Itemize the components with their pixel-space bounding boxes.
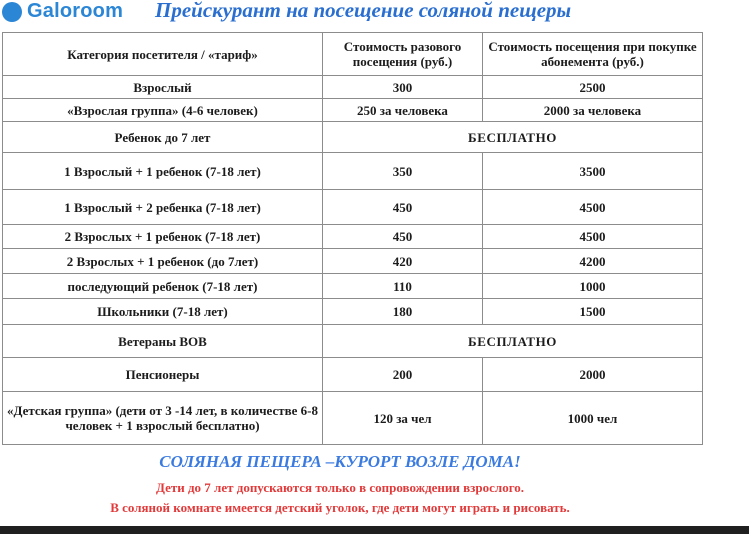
- column-header-single-price: Стоимость разового посещения (руб.): [323, 33, 483, 76]
- row-single-price: 200: [323, 358, 483, 392]
- row-subscription-price: 1500: [483, 299, 703, 325]
- table-row: [3, 325, 703, 358]
- row-category: «Взрослая группа» (4-6 человек): [3, 99, 323, 122]
- row-subscription-price: 2500: [483, 76, 703, 99]
- table-row: [3, 122, 703, 153]
- bottom-bar: [0, 526, 749, 534]
- row-subscription-price: 4500: [483, 190, 703, 225]
- price-table: [2, 32, 703, 445]
- row-single-price: 350: [323, 153, 483, 190]
- table-row: [3, 392, 703, 445]
- row-subscription-price: 2000 за человека: [483, 99, 703, 122]
- row-category: Школьники (7-18 лет): [3, 299, 323, 325]
- row-free-price: БЕСПЛАТНО: [323, 122, 703, 153]
- slogan: СОЛЯНАЯ ПЕЩЕРА –КУРОРТ ВОЗЛЕ ДОМА!: [159, 452, 521, 471]
- table-row: [3, 249, 703, 274]
- row-single-price: 110: [323, 274, 483, 299]
- header: [0, 0, 749, 26]
- logo-text: Galoroom: [27, 0, 124, 22]
- table-row: [3, 190, 703, 225]
- row-category: 2 Взрослых + 1 ребенок (до 7лет): [3, 249, 323, 274]
- row-category: Ветераны ВОВ: [3, 325, 323, 358]
- row-category: Взрослый: [3, 76, 323, 99]
- row-subscription-price: 3500: [483, 153, 703, 190]
- table-row: [3, 299, 703, 325]
- row-subscription-price: 4200: [483, 249, 703, 274]
- row-category: 1 Взрослый + 2 ребенка (7-18 лет): [3, 190, 323, 225]
- table-row: [3, 76, 703, 99]
- table-row: [3, 358, 703, 392]
- column-header-subscription-price: Стоимость посещения при покупке абонемента (руб.): [483, 33, 703, 76]
- row-subscription-price: 1000 чел: [483, 392, 703, 445]
- row-single-price: 450: [323, 225, 483, 249]
- row-subscription-price: 2000: [483, 358, 703, 392]
- row-single-price: 450: [323, 190, 483, 225]
- table-row: [3, 274, 703, 299]
- table-row: [3, 99, 703, 122]
- column-header-category: Категория посетителя / «тариф»: [3, 33, 323, 76]
- row-category: Пенсионеры: [3, 358, 323, 392]
- table-row: [3, 225, 703, 249]
- row-subscription-price: 4500: [483, 225, 703, 249]
- row-free-price: БЕСПЛАТНО: [323, 325, 703, 358]
- row-category: последующий ребенок (7-18 лет): [3, 274, 323, 299]
- page-title: Прейскурант на посещение соляной пещеры: [155, 0, 572, 22]
- row-single-price: 300: [323, 76, 483, 99]
- row-category: «Детская группа» (дети от 3 -14 лет, в количестве 6-8 человек + 1 взрослый бесплатно): [3, 392, 323, 445]
- row-category: 2 Взрослых + 1 ребенок (7-18 лет): [3, 225, 323, 249]
- logo-icon: [2, 2, 22, 22]
- row-category: 1 Взрослый + 1 ребенок (7-18 лет): [3, 153, 323, 190]
- row-category: Ребенок до 7 лет: [3, 122, 323, 153]
- note-children-accompanied: Дети до 7 лет допускаются только в сопровождении взрослого.: [155, 480, 525, 495]
- row-subscription-price: 1000: [483, 274, 703, 299]
- row-single-price: 120 за чел: [323, 392, 483, 445]
- note-kids-corner: В соляной комнате имеется детский уголок, где дети могут играть и рисовать.: [110, 500, 570, 515]
- table-header-row: [3, 33, 703, 76]
- row-single-price: 180: [323, 299, 483, 325]
- row-single-price: 420: [323, 249, 483, 274]
- table-row: [3, 153, 703, 190]
- row-single-price: 250 за человека: [323, 99, 483, 122]
